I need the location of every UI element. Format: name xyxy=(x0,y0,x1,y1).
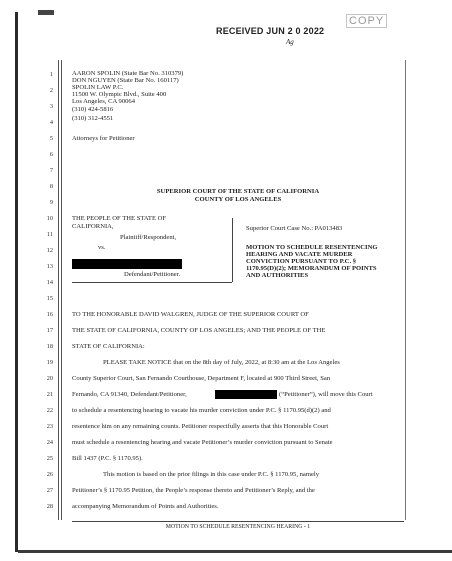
notice-line: must schedule a resentencing hearing and vacate Petitioner’s murder conviction pursuant to Senate xyxy=(72,439,333,446)
margin-rule-right xyxy=(405,60,406,520)
copy-stamp: COPY xyxy=(346,14,387,28)
attorney-line: AARON SPOLIN (State Bar No. 310379) xyxy=(72,70,184,77)
caption-plaintiff: Plaintiff/Respondent, xyxy=(120,234,177,241)
line-number: 5 xyxy=(49,135,53,142)
notice-line: Bill 1437 (P.C. § 1170.95). xyxy=(72,455,143,462)
case-number: Superior Court Case No.: PA013483 xyxy=(246,225,343,232)
caption-divider xyxy=(232,218,233,282)
caption-divider xyxy=(72,282,232,283)
footer-title: MOTION TO SCHEDULE RESENTENCING HEARING - 1 xyxy=(165,524,311,530)
line-number: 22 xyxy=(46,407,53,414)
line-number: 7 xyxy=(49,167,53,174)
footer-rule xyxy=(72,521,404,522)
motion-title-line: CONVICTION PURSUANT TO P.C. § xyxy=(246,258,357,265)
redaction-bar xyxy=(215,390,277,399)
scan-mark xyxy=(38,10,54,15)
line-number: 23 xyxy=(46,423,53,430)
line-number: 8 xyxy=(49,183,53,190)
line-number: 21 xyxy=(46,391,53,398)
line-number: 4 xyxy=(49,119,53,126)
line-number: 17 xyxy=(46,327,53,334)
line-number: 6 xyxy=(49,151,53,158)
line-number: 3 xyxy=(49,103,53,110)
attorneys-for: Attorneys for Petitioner xyxy=(72,135,135,142)
redaction-bar xyxy=(72,259,182,269)
basis-line: accompanying Memorandum of Points and Authorities. xyxy=(72,503,219,510)
caption-people: THE PEOPLE OF THE STATE OF xyxy=(72,215,167,222)
line-number: 18 xyxy=(46,343,53,350)
line-number: 1 xyxy=(49,71,53,78)
line-number: 10 xyxy=(46,215,53,222)
line-number: 26 xyxy=(46,471,53,478)
scan-border-bottom xyxy=(18,550,452,553)
line-number: 2 xyxy=(49,87,53,94)
line-number: 13 xyxy=(46,263,53,270)
address-line: THE STATE OF CALIFORNIA, COUNTY OF LOS ANGELES; AND THE PEOPLE OF THE xyxy=(72,327,326,334)
notice-line: resentence him on any remaining counts. Petitioner respectfully asserts that this Honorable Court xyxy=(72,423,329,430)
scan-border-left xyxy=(15,12,18,552)
line-number: 12 xyxy=(46,247,53,254)
attorney-line: Los Angeles, CA 90064 xyxy=(72,98,136,105)
address-line: TO THE HONORABLE DAVID WALGREN, JUDGE OF THE SUPERIOR COURT OF xyxy=(72,311,309,318)
attorney-line: (310) 312-4551 xyxy=(72,115,114,122)
address-line: STATE OF CALIFORNIA: xyxy=(72,343,145,350)
line-number: 24 xyxy=(46,439,53,446)
caption-defendant: Defendant/Petitioner. xyxy=(124,271,181,278)
line-number: 15 xyxy=(46,295,53,302)
basis-line: Petitioner’s § 1170.95 Petition, the People’s response thereto and Petitioner’s Reply, and the xyxy=(72,487,315,494)
line-number: 20 xyxy=(46,375,53,382)
line-number: 14 xyxy=(46,279,53,286)
line-number: 25 xyxy=(46,455,53,462)
attorney-line: 11500 W. Olympic Blvd., Suite 400 xyxy=(72,91,167,98)
notice-line: (“Petitioner”), will move this Court xyxy=(279,391,373,398)
line-number: 28 xyxy=(46,503,53,510)
margin-rule xyxy=(58,60,59,520)
line-number: 27 xyxy=(46,487,53,494)
received-stamp: RECEIVED JUN 2 0 2022 xyxy=(216,26,325,36)
motion-title-line: 1170.95(D)(2); MEMORANDUM OF POINTS xyxy=(246,265,377,272)
caption-people: CALIFORNIA, xyxy=(72,223,114,230)
notice-line: PLEASE TAKE NOTICE that on the 8th day of July, 2022, at 8:30 am at the Los Angeles xyxy=(103,359,340,366)
caption-vs: vs. xyxy=(98,244,106,251)
notice-line: Fernando, CA 91340, Defendant/Petitioner, xyxy=(72,391,187,398)
line-number: 16 xyxy=(46,311,53,318)
margin-rule xyxy=(61,60,62,520)
court-name: SUPERIOR COURT OF THE STATE OF CALIFORNIA xyxy=(156,188,320,195)
motion-title-line: HEARING AND VACATE MURDER xyxy=(246,251,353,258)
basis-line: This motion is based on the prior filings in this case under P.C. § 1170.95, namely xyxy=(103,471,320,478)
stamp-initials: Ag xyxy=(286,38,294,46)
motion-title-line: AND AUTHORITIES xyxy=(246,272,309,279)
notice-line: County Superior Court, San Fernando Courthouse, Department F, located at 900 Third Street, San xyxy=(72,375,331,382)
attorney-line: SPOLIN LAW P.C. xyxy=(72,84,124,91)
line-number: 11 xyxy=(46,231,53,238)
attorney-line: DON NGUYEN (State Bar No. 160117) xyxy=(72,77,179,84)
line-number: 9 xyxy=(49,199,53,206)
notice-line: to schedule a resentencing hearing to vacate his murder conviction under P.C. § 1170.95(d)(2) and xyxy=(72,407,331,414)
motion-title-line: MOTION TO SCHEDULE RESENTENCING xyxy=(246,244,378,251)
line-number: 19 xyxy=(46,359,53,366)
court-county: COUNTY OF LOS ANGELES xyxy=(194,196,282,203)
attorney-line: (310) 424-5816 xyxy=(72,106,114,113)
